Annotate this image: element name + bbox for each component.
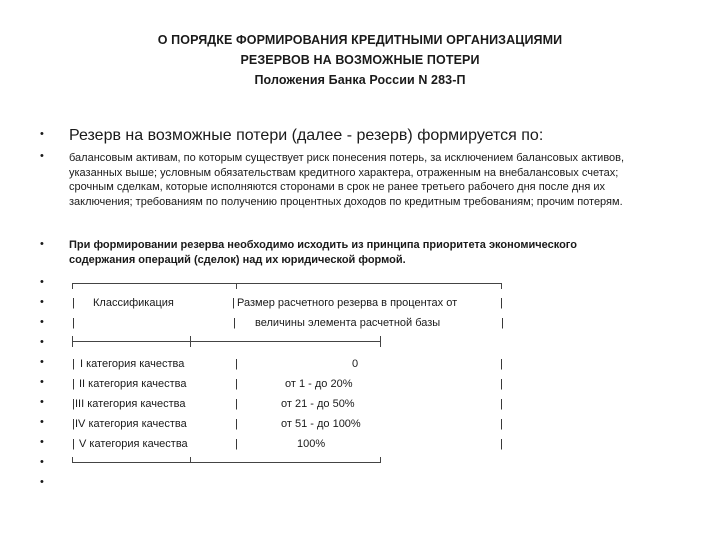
table-pipe: | xyxy=(72,317,75,329)
table-separator-tick-mid xyxy=(190,336,191,347)
table-pipe: | xyxy=(500,297,503,309)
title-line-2: РЕЗЕРВОВ НА ВОЗМОЖНЫЕ ПОТЕРИ xyxy=(240,53,480,67)
title-line-3: Положения Банка России N 283-П xyxy=(254,73,466,87)
bullet-5: • xyxy=(40,296,44,308)
header-reserve-size-line1: Размер расчетного резерва в процентах от xyxy=(237,297,458,309)
header-classification: Классификация xyxy=(93,297,174,309)
table-separator-tick-left xyxy=(72,336,73,347)
table-pipe: | xyxy=(500,378,503,390)
row-category: V категория качества xyxy=(79,438,188,450)
table-pipe: | xyxy=(233,317,236,329)
bullet-7: • xyxy=(40,336,44,348)
row-category: II категория качества xyxy=(79,378,187,390)
bullet-12: • xyxy=(40,436,44,448)
bullet-9: • xyxy=(40,376,44,388)
table-bottom-border xyxy=(72,462,380,463)
table-pipe: | xyxy=(72,438,75,450)
bullet-10: • xyxy=(40,396,44,408)
table-separator-tick-right xyxy=(380,336,381,347)
document-title xyxy=(0,30,720,90)
table-pipe: | xyxy=(500,418,503,430)
bullet-6: • xyxy=(40,316,44,328)
table-corner-right-top xyxy=(501,283,502,289)
row-range: от 51 - до 100% xyxy=(281,418,361,430)
table-pipe: | xyxy=(235,398,238,410)
table-pipe: | xyxy=(500,358,503,370)
table-corner-left-bottom xyxy=(72,457,73,463)
bullet-14: • xyxy=(40,476,44,488)
bullet-8: • xyxy=(40,356,44,368)
table-pipe: | xyxy=(72,358,75,370)
table-divider-top xyxy=(236,283,237,289)
table-divider-bottom xyxy=(190,457,191,463)
table-header-separator-left xyxy=(72,341,190,342)
paragraph-priority-principle: При формировании резерва необходимо исходить из принципа приоритета экономического содержания операций (сделок) над их юридической формой. xyxy=(69,239,577,266)
row-category: IV категория качества xyxy=(75,418,187,430)
table-pipe: | xyxy=(501,317,504,329)
table-pipe: | xyxy=(72,398,75,410)
bullet-3: • xyxy=(40,238,44,250)
row-range: от 21 - до 50% xyxy=(281,398,355,410)
row-range: 100% xyxy=(297,438,326,450)
bullet-11: • xyxy=(40,416,44,428)
table-top-border xyxy=(72,283,502,284)
title-line-1: О ПОРЯДКЕ ФОРМИРОВАНИЯ КРЕДИТНЫМИ ОРГАНИЗАЦИЯМИ xyxy=(157,33,563,47)
bullet-1: • xyxy=(40,128,44,140)
table-pipe: | xyxy=(235,418,238,430)
bullet-4: • xyxy=(40,276,44,288)
table-pipe: | xyxy=(235,358,238,370)
header-reserve-size-line2: величины элемента расчетной базы xyxy=(255,317,441,329)
table-pipe: | xyxy=(235,438,238,450)
table-corner-right-bottom xyxy=(380,457,381,463)
table-pipe: | xyxy=(232,297,235,309)
table-corner-left-top xyxy=(72,283,73,289)
table-header-separator-right xyxy=(190,341,380,342)
bullet-13: • xyxy=(40,456,44,468)
bullet-2: • xyxy=(40,150,44,162)
table-pipe: | xyxy=(500,398,503,410)
row-range: от 1 - до 20% xyxy=(285,378,353,390)
table-pipe: | xyxy=(72,378,75,390)
paragraph-reserve-intro: Резерв на возможные потери (далее - резерв) формируется по: xyxy=(69,127,544,144)
table-pipe: | xyxy=(500,438,503,450)
paragraph-asset-list: балансовым активам, по которым существует риск понесения потерь, за исключением балансовых активов, указанных выше; условным обязательствам кредитного характера, отраженным на внебалансовых счетах; срочным сделкам, которые исполняются сторонами в срок не ранее третьего рабочего дня после дня их заключения; требованиям по получению процентных доходов по кредитным требованиям; прочим потерям. xyxy=(69,152,625,208)
table-pipe: | xyxy=(235,378,238,390)
row-range: 0 xyxy=(352,358,359,370)
row-category: III категория качества xyxy=(75,398,186,410)
table-pipe: | xyxy=(72,297,75,309)
table-pipe: | xyxy=(72,418,75,430)
row-category: I категория качества xyxy=(80,358,185,370)
